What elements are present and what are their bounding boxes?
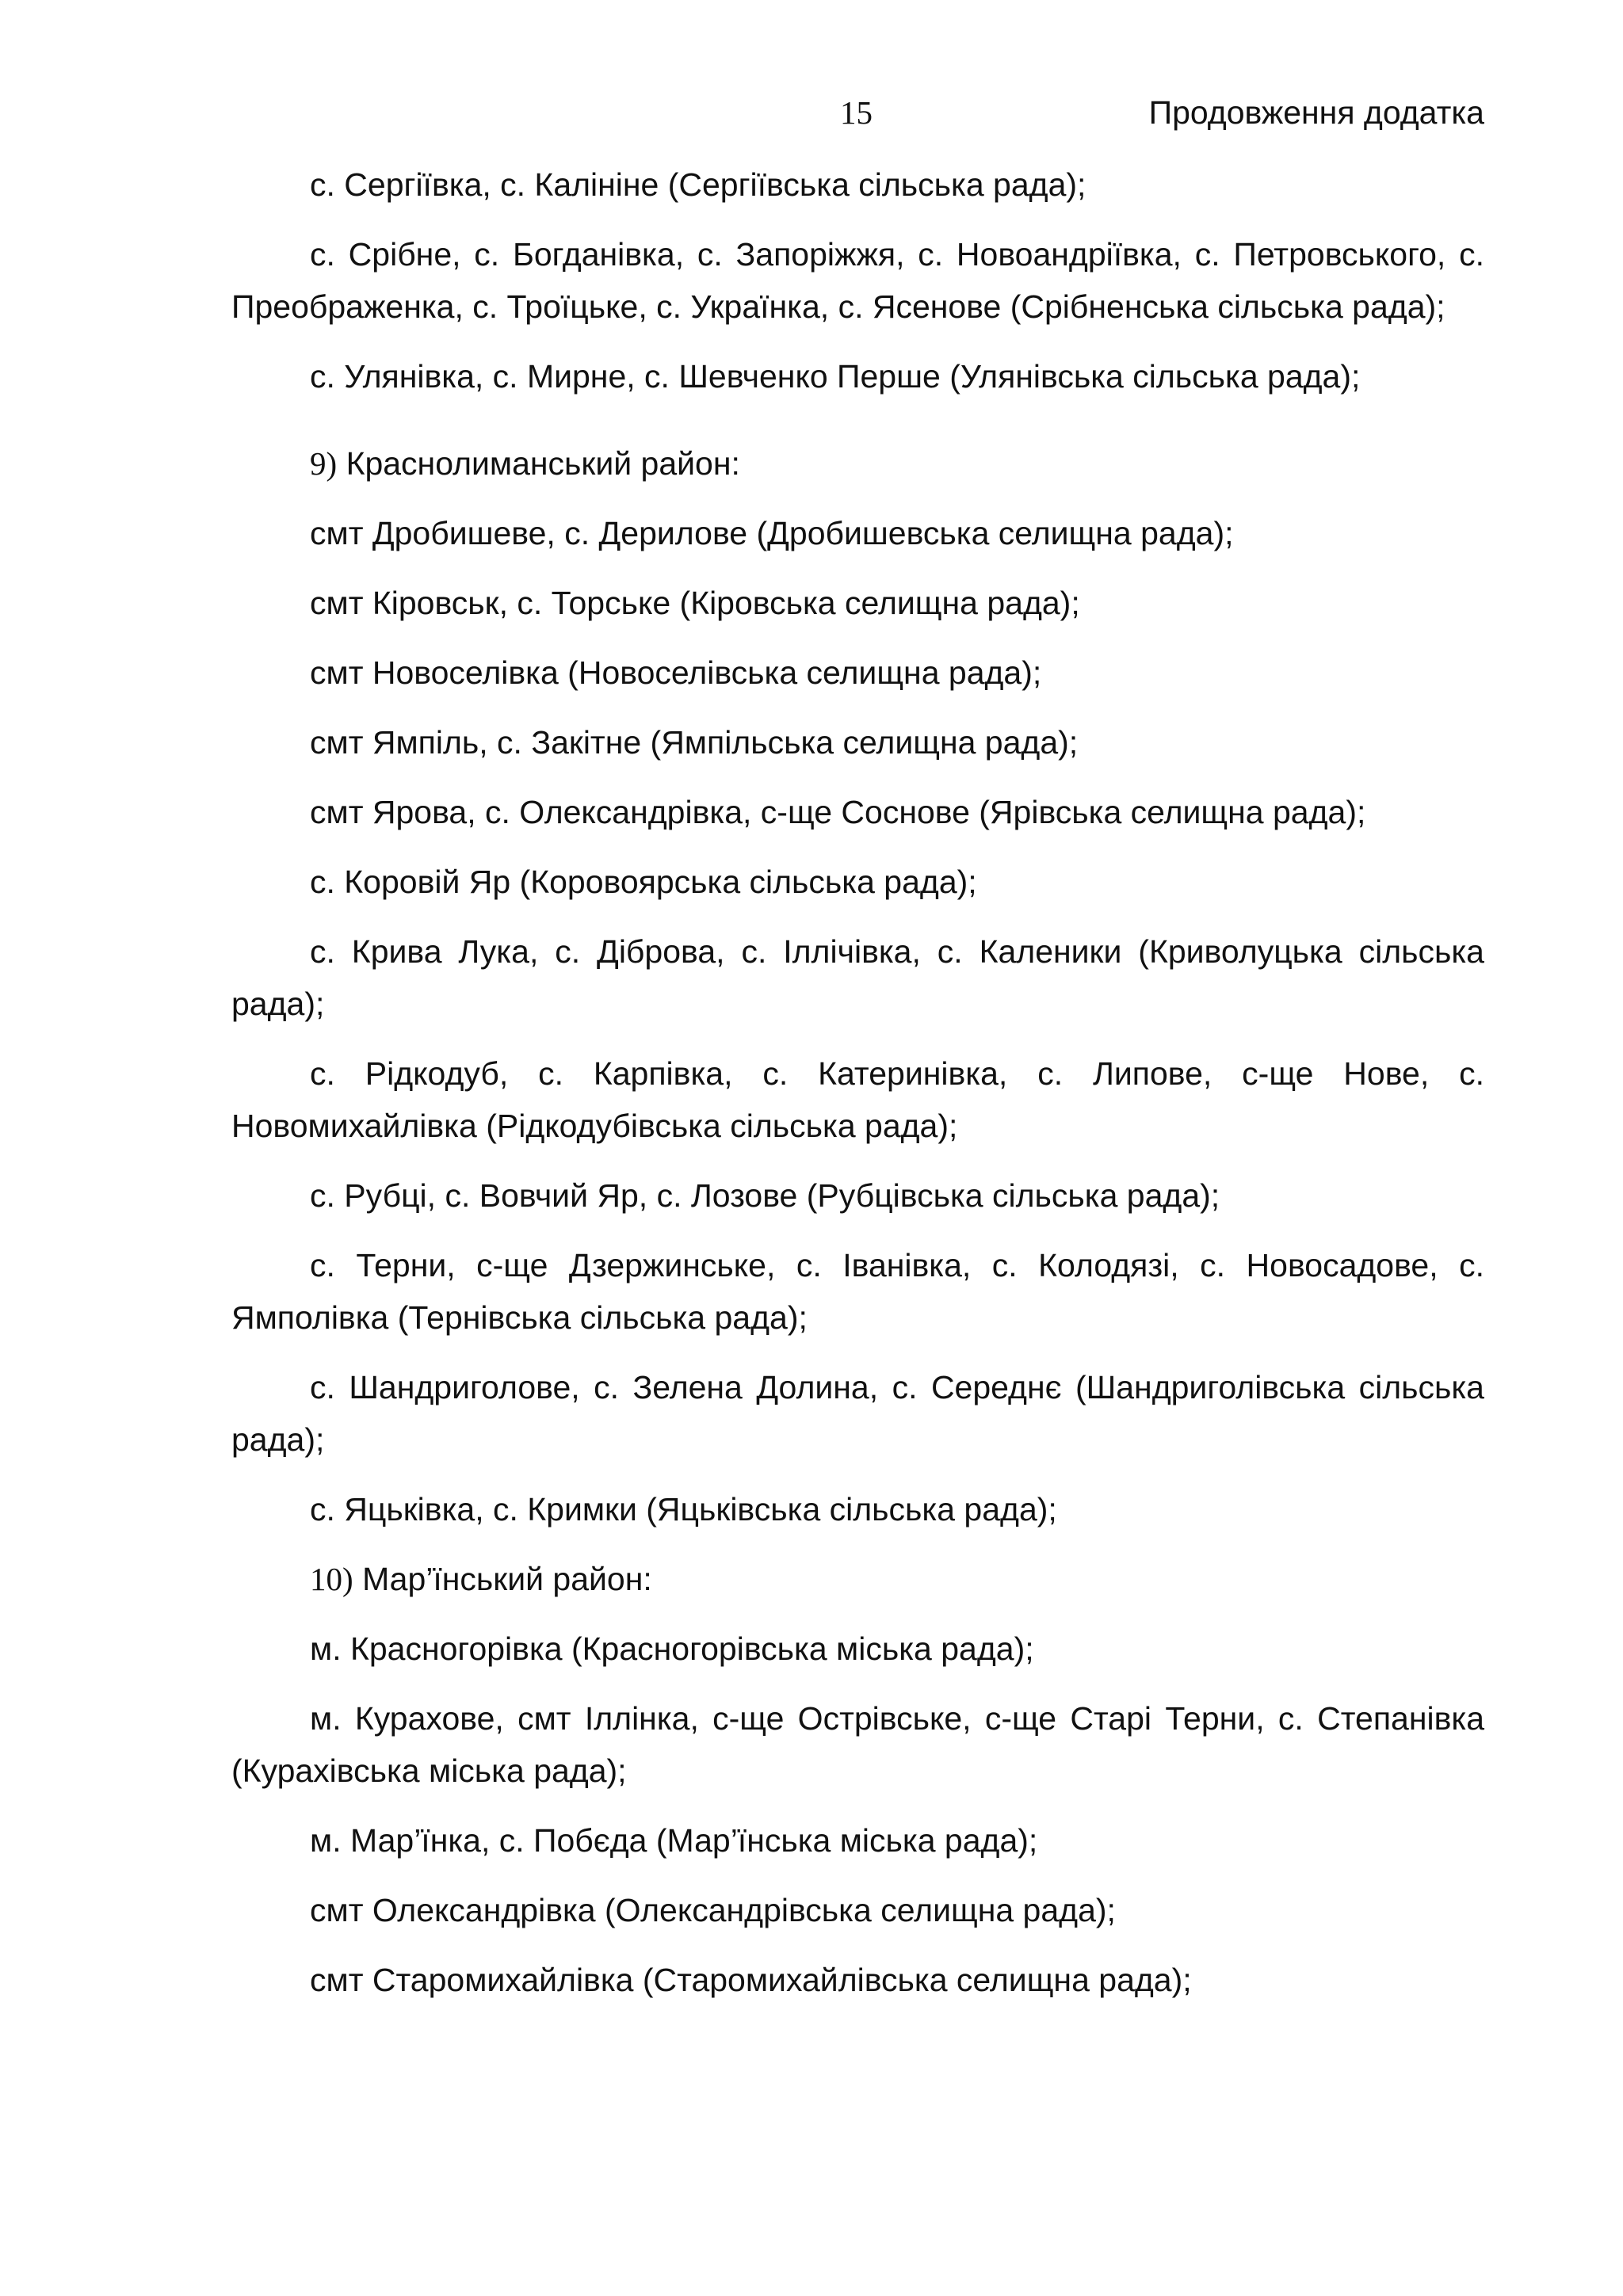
paragraph: смт Ямпіль, с. Закітне (Ямпільська селищна рада); [310, 724, 1079, 761]
page-number: 15 [840, 94, 873, 131]
page-header [0, 89, 1623, 136]
district-heading [231, 1553, 1484, 1605]
paragraph: смт Ярова, с. Олександрівка, с-ще Соснове (Ярівська селищна рада); [310, 794, 1366, 830]
paragraph: с. Шандриголове, с. Зелена Долина, с. Середнє (Шандриголівська сільська рада); [231, 1369, 1484, 1458]
paragraph: с. Терни, с-ще Дзержинське, с. Іванівка, с. Колодязі, с. Новосадове, с. Ямполівка (Тернівська сільська рада); [231, 1247, 1484, 1336]
paragraph: м. Мар’їнка, с. Побєда (Мар’їнська міська рада); [310, 1822, 1038, 1859]
paragraph: с. Яцьківка, с. Кримки (Яцьківська сільська рада); [310, 1491, 1057, 1527]
paragraph: м. Курахове, смт Іллінка, с-ще Острівське, с-ще Старі Терни, с. Степанівка (Курахівська міська рада); [231, 1700, 1484, 1789]
paragraph: смт Новоселівка (Новоселівська селищна рада); [310, 654, 1042, 691]
paragraph: с. Рубці, с. Вовчий Яр, с. Лозове (Рубцівська сільська рада); [310, 1177, 1220, 1214]
paragraph: с. Улянівка, с. Мирне, с. Шевченко Перше (Улянівська сільська рада); [310, 358, 1361, 395]
paragraph: с. Коровій Яр (Коровоярська сільська рада); [310, 864, 977, 900]
paragraph: смт Старомихайлівка (Старомихайлівська селищна рада); [310, 1962, 1192, 1998]
paragraph: с. Рідкодуб, с. Карпівка, с. Катеринівка, с. Липове, с-ще Нове, с. Новомихайлівка (Рідкодубівська сільська рада); [231, 1055, 1484, 1144]
paragraph: смт Кіровськ, с. Торське (Кіровська селищна рада); [310, 585, 1080, 621]
paragraph: смт Дробишеве, с. Дерилове (Дробишевська селищна рада); [310, 515, 1234, 551]
district-name: Мар’їнський район: [362, 1561, 652, 1597]
paragraph: с. Сергіївка, с. Калініне (Сергіївська сільська рада); [310, 166, 1086, 203]
paragraph: смт Олександрівка (Олександрівська селищна рада); [310, 1892, 1116, 1928]
district-name: Краснолиманський район: [346, 445, 740, 482]
paragraph: с. Крива Лука, с. Діброва, с. Іллічівка, с. Каленики (Криволуцька сільська рада); [231, 933, 1484, 1022]
continuation-label: Продовження додатка [1148, 94, 1484, 131]
district-heading [231, 437, 1484, 490]
paragraph: с. Срібне, с. Богданівка, с. Запоріжжя, с. Новоандріївка, с. Петровського, с. Преображенка, с. Троїцьке, с. Українка, с. Ясенове (Срібненська сільська рада); [231, 236, 1484, 325]
paragraph: м. Красногорівка (Красногорівська міська рада); [310, 1630, 1034, 1667]
district-number: 10) [310, 1561, 353, 1597]
district-number: 9) [310, 445, 338, 482]
document-body [231, 158, 1484, 2023]
